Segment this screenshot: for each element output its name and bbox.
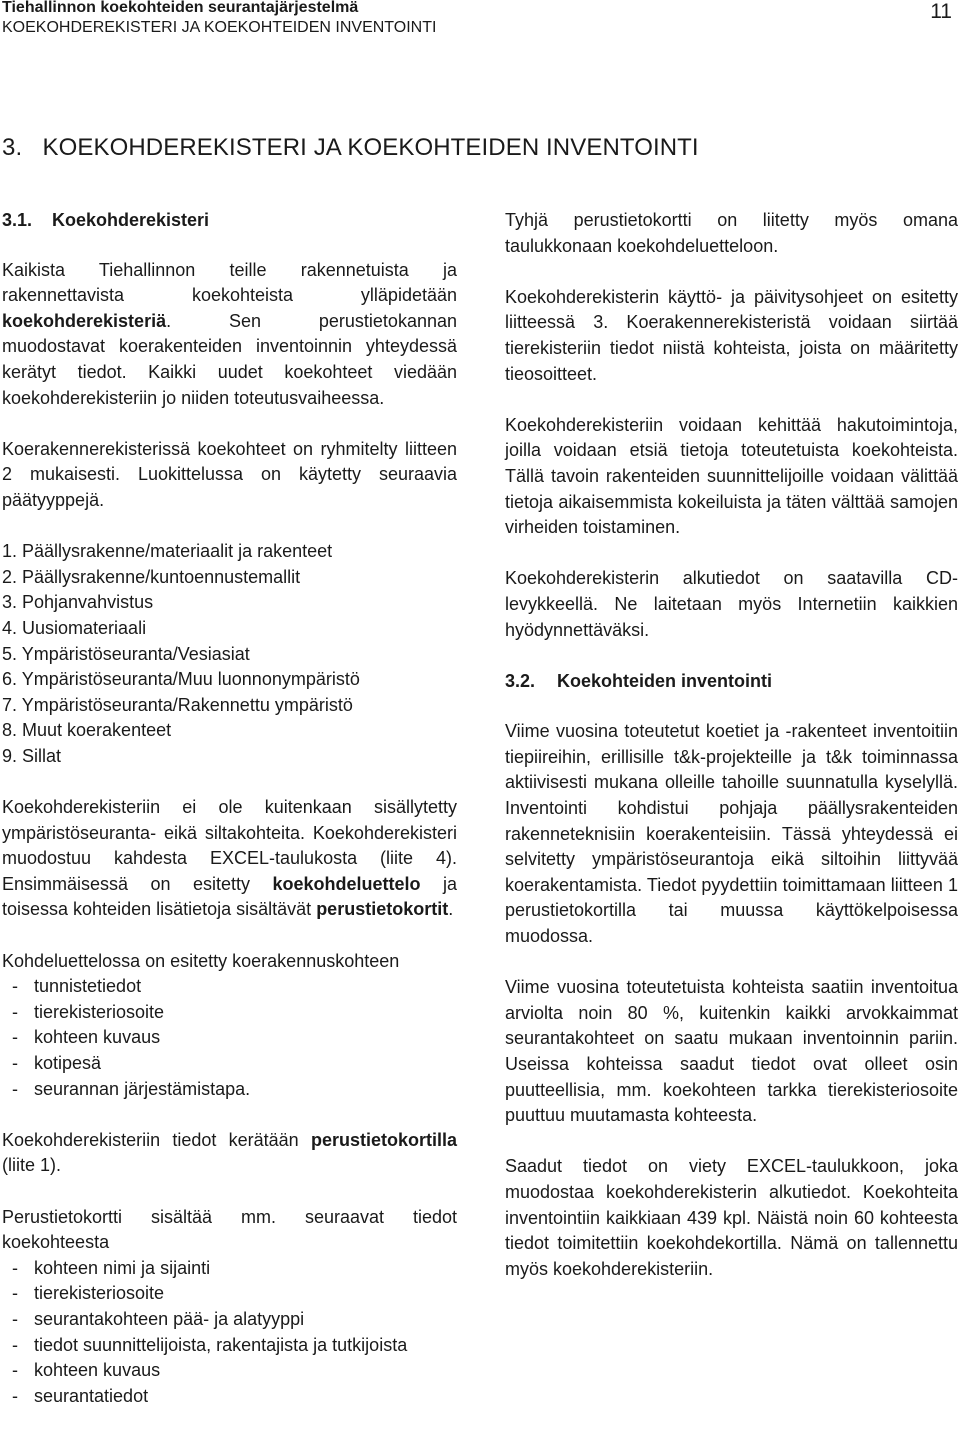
text-run: Koekohderekisteriin ei ole kuitenkaan sisällytetty ympäristöseuranta- eikä siltakohteita. Koekohderekisteri muodostuu kahdesta EXCEL-taulukosta (liite 4). Ensimmäisessä on esitetty: [2, 797, 457, 894]
dash: -: [12, 976, 18, 997]
document-subtitle: KOEKOHDEREKISTERI JA KOEKOHTEIDEN INVENTOINTI: [2, 19, 437, 36]
text-run: Kaikista Tiehallinnon teille rakennetuista ja rakennettavista koekohteista ylläpidetään: [2, 259, 457, 306]
dash: -: [12, 1257, 18, 1278]
list-item: 7. Ympäristöseuranta/Rakennettu ympäristö: [2, 694, 353, 715]
list-item: [2, 1307, 457, 1333]
list-item-text: tierekisteriosoite: [34, 1283, 165, 1304]
list-item: [2, 1281, 457, 1307]
paragraph-search-features: Koekohderekisteriin voidaan kehittää hakutoimintoja, joilla voidaan etsiä tietoja toteutetuista koekohteista. Tällä tavoin rakenteiden suunnittelijoille voidaan välittää tietoja aikaisemmista kokeiluista ja täten välttää samojen virheiden toistaminen.: [505, 414, 958, 538]
list-item-text: kotipesä: [34, 1053, 102, 1073]
chapter-title: 3. KOEKOHDEREKISTERI JA KOEKOHTEIDEN INVENTOINTI: [2, 134, 699, 161]
section-number: 3.1.: [2, 210, 33, 230]
section-number: 3.2.: [505, 670, 536, 691]
bold-term: koekohdeluettelo: [272, 873, 421, 894]
page-number: 11: [930, 0, 952, 23]
list-item: [2, 1051, 457, 1077]
text-run: Koekohderekisteriin tiedot kerätään: [2, 1129, 311, 1150]
paragraph-inventory-coverage: Viime vuosina toteutetuista kohteista saatiin inventoitua arviolta noin 80 %, kuitenkin kaikki arvokkaimmat seurantakohteet on saatu mukaan inventoinnin pariin. Useissa kohteissa saadut tiedot ovat olleet osin puutteellisia, mm. koekohteen tarkka tierekisteriosoite puuttuu muutamasta kohteesta.: [505, 977, 958, 1126]
list-item: [2, 1025, 457, 1051]
document-title: Tiehallinnon koekohteiden seurantajärjestelmä: [2, 0, 359, 16]
paragraph-list-intro: Kohdeluettelossa on esitetty koerakennuskohteen: [2, 950, 400, 971]
list-item: [2, 1256, 457, 1282]
text-run: ja toisessa kohteiden lisätietoja sisältävät: [2, 873, 457, 920]
list-item: 2. Päällysrakenne/kuntoennustemallit: [2, 566, 301, 587]
list-item: [2, 1077, 457, 1103]
list-item-text: kohteen kuvaus: [34, 1027, 161, 1048]
list-item-text: seurannan järjestämistapa.: [34, 1078, 251, 1099]
list-item: [2, 1333, 457, 1359]
list-item: [2, 1358, 457, 1384]
paragraph-inventory-method: Viime vuosina toteutetut koetiet ja -rakenteet inventoitiin tiepiireihin, erillisille t&k-projekteille ja t&k toiminnassa aktiivisesti mukana olleille tahoille suunnatulla kyselyllä. Inventointi kohdistui pohjaja päällysrakenteiden rakenneteknisiin koerakenteisiin. Tässä yhteydessä ei selvitetty ympäristöseurantoja eikä siltoihin liittyvää koerakentamista. Tiedot pyydettiin toimittamaan liitteen 1 perustietokortilla tai muussa käyttökelpoisessa muodossa.: [505, 721, 958, 947]
item-list-2: [2, 1256, 457, 1410]
list-item: [2, 1384, 457, 1410]
list-item-text: seurantatiedot: [34, 1385, 149, 1406]
paragraph-instructions: Koekohderekisterin käyttö- ja päivitysohjeet on esitetty liitteessä 3. Koerakennerekisteristä voidaan siirtää tierekisteriin tiedot niistä kohteista, joista on määritetty tieosoitteet.: [505, 286, 958, 384]
list-item-text: seurantakohteen pää- ja alatyyppi: [34, 1308, 305, 1329]
paragraph-inventory-results: Saadut tiedot on viety EXCEL-taulukkoon, joka muodostaa koekohderekisterin alkutiedot. Koekohteita inventointiin kaikkiaan 439 kpl. Näistä noin 60 kohteesta tiedot toimitettiin koekohdekortilla. Nämä on tallennettu myös koekohderekisteriin.: [505, 1156, 958, 1279]
list-item: [2, 974, 457, 1000]
dash: -: [12, 1053, 18, 1073]
dash: -: [12, 1027, 18, 1048]
left-column: [2, 208, 457, 1409]
text-run: . Sen perustietokannan muodostavat koerakenteiden inventoinnin yhteydessä kerätyt tiedot. Kaikki uudet koekohteet viedään koekohderekisteriin jo niiden toteutusvaiheessa.: [2, 310, 457, 408]
section-title: Koekohderekisteri: [52, 210, 210, 230]
list-item: 1. Päällysrakenne/materiaalit ja rakenteet: [2, 541, 333, 562]
dash: -: [12, 1001, 18, 1022]
dash: -: [12, 1334, 18, 1355]
page-header: [2, 0, 958, 44]
dash: -: [12, 1360, 18, 1381]
list-item-text: tierekisteriosoite: [34, 1001, 165, 1022]
dash: -: [12, 1385, 18, 1406]
paragraph-classification: Koerakennerekisterissä koekohteet on ryhmitelty liitteen 2 mukaisesti. Luokittelussa on käytetty seuraavia päätyyppejä.: [2, 438, 457, 510]
list-item: 6. Ympäristöseuranta/Muu luonnonympäristö: [2, 669, 360, 690]
dash: -: [12, 1308, 18, 1329]
list-item-text: kohteen nimi ja sijainti: [34, 1257, 211, 1278]
list-item: 4. Uusiomateriaali: [2, 617, 147, 638]
bold-term: perustietokortit: [316, 899, 449, 920]
paragraph-card-contents: Perustietokortti sisältää mm. seuraavat tiedot koekohteesta: [2, 1206, 457, 1253]
paragraph-intro: [2, 258, 457, 412]
bold-term: koekohderekisteriä: [2, 310, 167, 331]
list-item: 5. Ympäristöseuranta/Vesiasiat: [2, 643, 250, 664]
dash: -: [12, 1283, 18, 1304]
list-item-text: tunnistetiedot: [34, 976, 142, 997]
section-title: Koekohteiden inventointi: [557, 670, 773, 691]
item-list-1: [2, 974, 457, 1102]
dash: -: [12, 1078, 18, 1099]
text-run: .: [448, 899, 454, 920]
list-item: 3. Pohjanvahvistus: [2, 592, 154, 613]
paragraph-availability: Koekohderekisterin alkutiedot on saatavilla CD-levykkeellä. Ne laitetaan myös Internetiin kaikkien hyödynnettäväksi.: [505, 568, 958, 640]
right-column: [505, 208, 958, 1282]
bold-term: perustietokortilla: [310, 1129, 457, 1150]
paragraph-empty-card: Tyhjä perustietokortti on liitetty myös omana taulukkonaan koekohdeluetteloon.: [505, 210, 958, 256]
list-item: 9. Sillat: [2, 745, 62, 766]
list-item: 8. Muut koerakenteet: [2, 720, 172, 741]
paragraph-data-collection: [2, 1128, 457, 1179]
type-list: [2, 539, 457, 769]
list-item-text: tiedot suunnittelijoista, rakentajista ja tutkijoista: [34, 1334, 408, 1355]
text-run: (liite 1).: [2, 1155, 62, 1176]
list-item: [2, 1000, 457, 1026]
section-heading-3-1: [2, 208, 457, 234]
section-heading-3-2: [505, 669, 958, 695]
list-item-text: kohteen kuvaus: [34, 1360, 161, 1381]
paragraph-register-structure: [2, 795, 457, 923]
